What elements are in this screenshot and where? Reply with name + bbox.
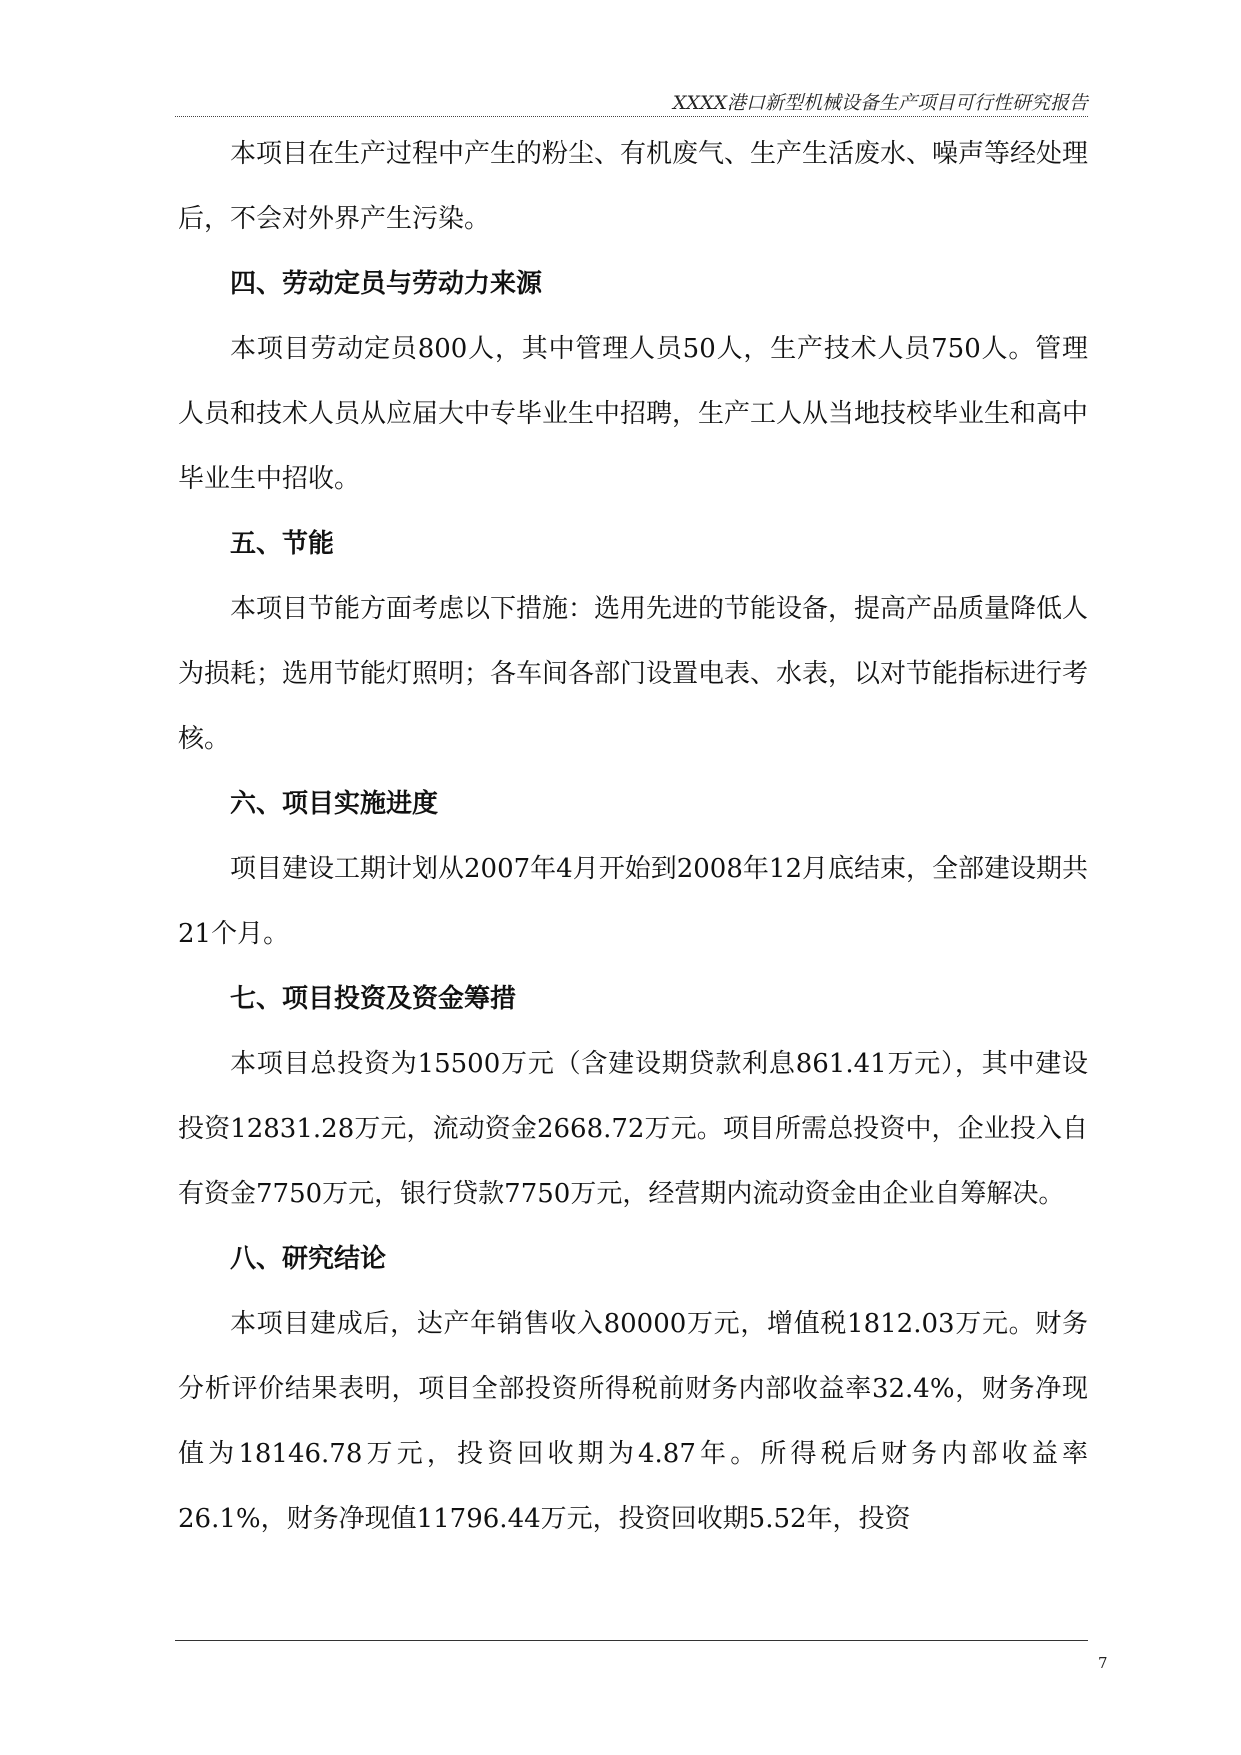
section-heading: 四、劳动定员与劳动力来源: [230, 269, 543, 299]
body-paragraph: 本项目节能方面考虑以下措施：选用先进的节能设备，提高产品质量降低人为损耗；选用节能灯照明；各车间各部门设置电表、水表，以对节能指标进行考核。: [178, 594, 1089, 754]
header-title: XXXX港口新型机械设备生产项目可行性研究报告: [672, 92, 1088, 114]
page-header: [175, 86, 1088, 117]
page-number: 7: [1098, 1654, 1108, 1672]
section-heading: 七、项目投资及资金筹措: [230, 984, 517, 1014]
section-heading: 八、研究结论: [230, 1244, 387, 1274]
section-heading: 六、项目实施进度: [230, 789, 439, 819]
footer-divider: [175, 1640, 1088, 1641]
body-paragraph: 项目建设工期计划从2007年4月开始到2008年12月底结束，全部建设期共21个月。: [178, 854, 1088, 949]
body-paragraph: 本项目总投资为15500万元（含建设期贷款利息861.41万元），其中建设投资12831.28万元，流动资金2668.72万元。项目所需总投资中，企业投入自有资金7750万元，银行贷款7750万元，经营期内流动资金由企业自筹解决。: [178, 1049, 1088, 1209]
document-body: [178, 122, 1088, 1552]
body-paragraph: 本项目在生产过程中产生的粉尘、有机废气、生产生活废水、噪声等经处理后，不会对外界产生污染。: [178, 139, 1089, 234]
body-paragraph: 本项目建成后，达产年销售收入80000万元，增值税1812.03万元。财务分析评价结果表明，项目全部投资所得税前财务内部收益率32.4%，财务净现值为18146.78万元，投资回收期为4.87年。所得税后财务内部收益率26.1%，财务净现值11796.44万元，投资回收期5.52年，投资: [178, 1309, 1088, 1534]
section-heading: 五、节能: [230, 529, 335, 559]
body-paragraph: 本项目劳动定员800人，其中管理人员50人，生产技术人员750人。管理人员和技术人员从应届大中专毕业生中招聘，生产工人从当地技校毕业生和高中毕业生中招收。: [178, 334, 1089, 494]
